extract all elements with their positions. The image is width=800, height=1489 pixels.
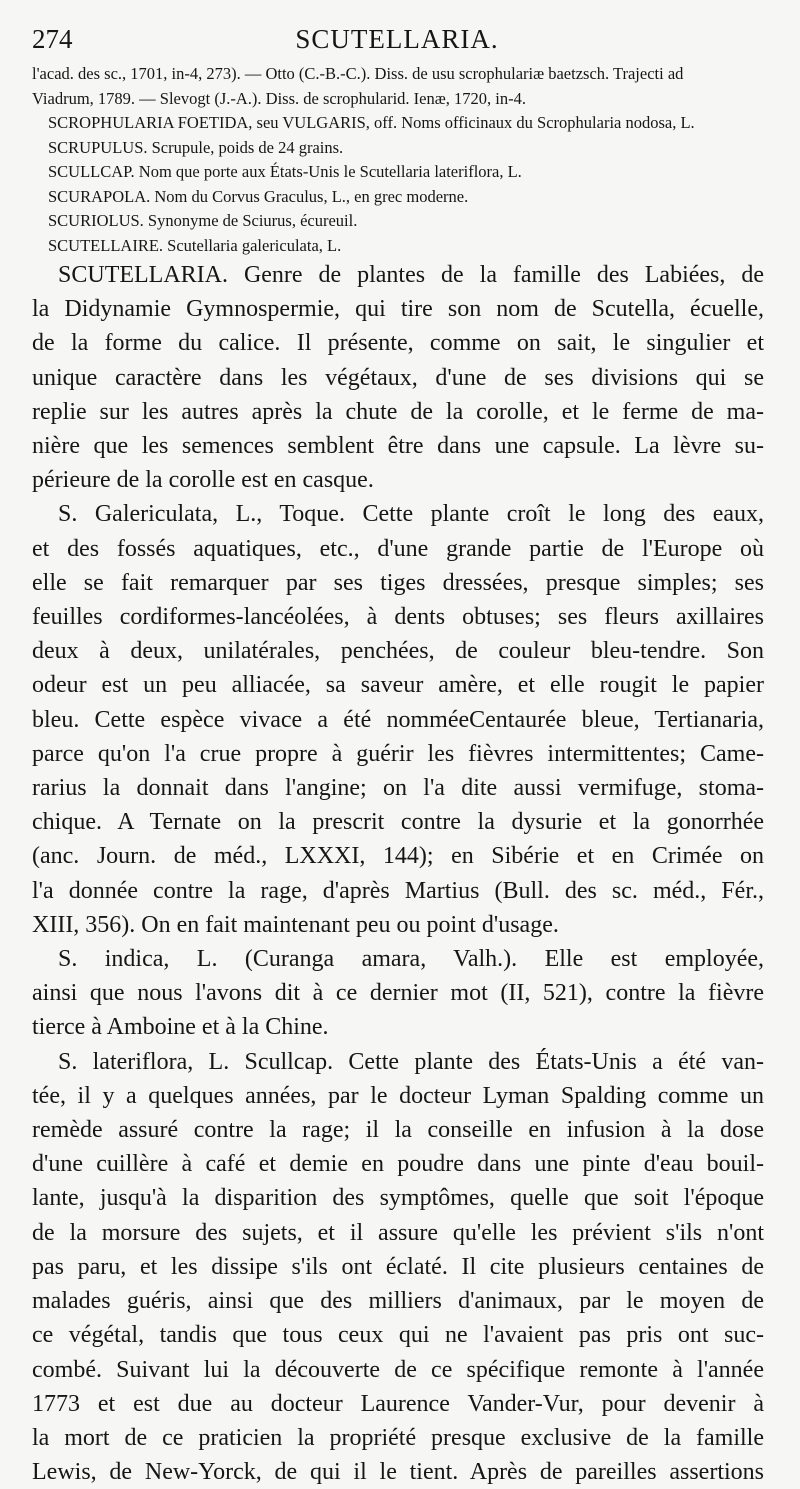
text-line: lante, jusqu'à la disparition des symptômes, quelle que soit l'époque [32,1185,764,1212]
page-header [32,18,762,58]
text-line: tierce à Amboine et à la Chine. [32,1014,329,1041]
text-line: rarius la donnait dans l'angine; on l'a dite aussi vermifuge, stoma- [32,775,764,802]
text-line: d'une cuillère à café et demie en poudre dans une pinte d'eau bouil- [32,1151,764,1178]
text-line: tée, il y a quelques années, par le docteur Lyman Spalding comme un [32,1082,764,1109]
text-line: unique caractère dans les végétaux, d'une de ses divisions qui se [32,364,764,391]
paragraph-indica: S. indica, L. (Curanga amara, Valh.). Elle est employée, [58,946,764,973]
main-article-scutellaria [32,258,764,1489]
text-line: bleu. Cette espèce vivace a été nomméeCentaurée bleue, Tertianaria, [32,706,764,733]
text-line: de la forme du calice. Il présente, comme on sait, le singulier et [32,330,764,357]
text-line: remède assuré contre la rage; il la conseille en infusion à la dose [32,1117,764,1144]
text-line: odeur est un peu alliacée, sa saveur amère, et elle rougit le papier [32,672,764,699]
text-line: (anc. Journ. de méd., LXXXI, 144); en Sibérie et en Crimée on [32,843,764,870]
text-line: XIII, 356). On en fait maintenant peu ou point d'usage. [32,911,559,938]
text-line: chique. A Ternate on la prescrit contre la dysurie et la gonorrhée [32,809,764,836]
paragraph-galericulata: S. Galericulata, L., Toque. Cette plante croît le long des eaux, [58,501,764,528]
entry-scrophularia-foetida: SCROPHULARIA FOETIDA, seu VULGARIS, off. Noms officinaux du Scrophularia nodosa, L. [48,113,695,132]
text-line: nière que les semences semblent être dans une capsule. La lèvre su- [32,433,764,460]
text-line: replie sur les autres après la chute de la corolle, et le ferme de ma- [32,398,764,425]
text-line: malades guéris, ainsi que des milliers d'animaux, par le moyen de [32,1288,764,1315]
text-line: Viadrum, 1789. — Slevogt (J.-A.). Diss. de scrophularid. Ienæ, 1720, in-4. [32,88,526,108]
entry-scrupulus: SCRUPULUS. Scrupule, poids de 24 grains. [48,137,344,157]
text-line: la mort de ce praticien la propriété presque exclusive de la famille [32,1424,764,1451]
text-line: 1773 et est due au docteur Laurence Vander-Vur, pour devenir à [32,1390,764,1417]
running-title: SCUTELLARIA. [295,24,499,54]
text-line: ce végétal, tandis que tous ceux qui ne l'avaient pas pris ont suc- [32,1322,764,1349]
entry-scuriolus: SCURIOLUS. Synonyme de Sciurus, écureuil. [48,211,358,230]
text-line: feuilles cordiformes-lancéolées, à dents obtuses; ses fleurs axillaires [32,604,764,631]
entry-scurapola: SCURAPOLA. Nom du Corvus Graculus, L., en grec moderne. [48,186,469,206]
text-line: deux à deux, unilatérales, penchées, de couleur bleu-tendre. Son [32,638,764,665]
entry-scutellaire: SCUTELLAIRE. Scutellaria galericulata, L. [48,235,342,255]
text-line: la Didynamie Gymnospermie, qui tire son nom de Scutella, écuelle, [32,296,764,323]
text-line: Lewis, de New-Yorck, de qui il le tient. Après de pareilles assertions [32,1459,764,1486]
paragraph-lateriflora: S. lateriflora, L. Scullcap. Cette plante des États-Unis a été van- [58,1048,764,1075]
text-line: elle se fait remarquer par ses tiges dressées, presque simples; ses [32,569,764,596]
text-line: combé. Suivant lui la découverte de ce spécifique remonte à l'année [32,1356,764,1383]
page-number: 274 [32,24,73,54]
text-line: parce qu'on l'a crue propre à guérir les fièvres intermittentes; Came- [32,740,764,767]
entry-scullcap: SCULLCAP. Nom que porte aux États-Unis le Scutellaria lateriflora, L. [48,162,522,181]
text-line: l'acad. des sc., 1701, in-4, 273). — Otto (C.-B.-C.). Diss. de usu scrophulariæ baetzsch. Trajecti ad [32,64,684,83]
text-line: pas paru, et les dissipe s'ils ont éclaté. Il cite plusieurs centaines de [32,1253,764,1280]
text-line: ainsi que nous l'avons dit à ce dernier mot (II, 521), contre la fièvre [32,980,764,1007]
text-line: de la morsure des sujets, et il assure qu'elle les prévient s'ils n'ont [32,1219,764,1246]
article-heading-line: SCUTELLARIA. Genre de plantes de la famille des Labiées, de [58,262,764,288]
text-line: et des fossés aquatiques, etc., d'une grande partie de l'Europe où [32,535,764,562]
text-line: périeure de la corolle est en casque. [32,467,374,494]
text-line: l'a donnée contre la rage, d'après Martius (Bull. des sc. méd., Fér., [32,877,764,904]
preceding-entries [32,62,764,258]
